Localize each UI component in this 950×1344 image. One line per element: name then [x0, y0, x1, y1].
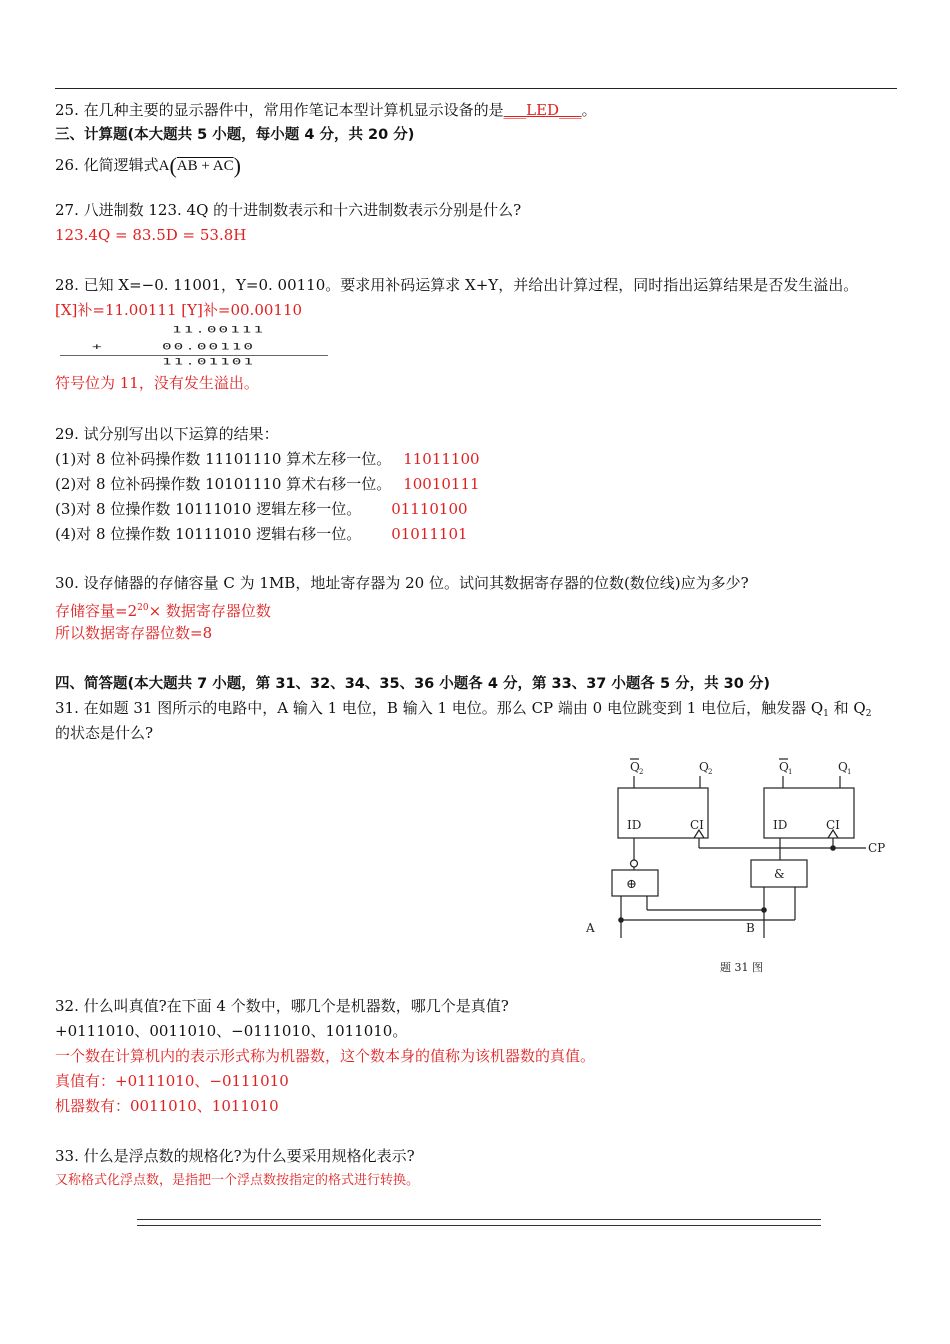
- inverter-bubble: [631, 860, 638, 867]
- q27: 27. 八进制数 123. 4Q 的十进制数表示和十六进制数表示分别是什么?: [55, 201, 522, 219]
- q33: 33. 什么是浮点数的规格化?为什么要采用规格化表示?: [55, 1147, 415, 1165]
- q32-answer-1: 一个数在计算机内的表示形式称为机器数，这个数本身的值称为该机器数的真值。: [55, 1047, 596, 1065]
- label-q1: Q: [838, 760, 848, 774]
- q32-answer-2: 真值有：+0111010、−0111010: [55, 1072, 289, 1090]
- q28: 28. 已知 X=−0. 11001，Y=0. 00110。要求用补码运算求 X+Y，并给出计算过程，同时指出运算结果是否发生溢出。: [55, 276, 859, 294]
- label-q2: Q: [699, 760, 709, 774]
- q25: 25. 在几种主要的显示器件中，常用作笔记本型计算机显示设备的是___LED___。: [55, 101, 597, 119]
- q29-item-3: (3)对 8 位操作数 10111010 逻辑左移一位。 01110100: [55, 500, 468, 518]
- footer-double-rule: [137, 1219, 821, 1226]
- label-q2-bar-sub: 2: [639, 768, 644, 776]
- q27-answer: 123.4Q = 83.5D = 53.8H: [55, 226, 247, 244]
- figure-caption: 题 31 图: [720, 961, 763, 974]
- circuit-figure-31: [580, 752, 900, 982]
- label-q1-sub: 1: [847, 768, 852, 776]
- q28-answer-overflow: 符号位为 11，没有发生溢出。: [55, 374, 259, 392]
- a-junction: [619, 918, 623, 922]
- q28-answer-complements: [X]补=11.00111 [Y]补=00.00110: [55, 301, 303, 319]
- label-b: B: [746, 921, 755, 935]
- label-q2-sub: 2: [708, 768, 713, 776]
- q32-answer-3: 机器数有：0011010、1011010: [55, 1097, 279, 1115]
- addition-row-2: 00.00110: [162, 341, 256, 352]
- q30-answer-1: 存储容量$=2^{20}\times$ 数据寄存器位数: [55, 602, 271, 620]
- q29-item-4: (4)对 8 位操作数 10111010 逻辑右移一位。 01011101: [55, 525, 468, 543]
- addition-row-3: 11.01101: [162, 356, 256, 367]
- ff2-id-label: ID: [627, 818, 642, 832]
- q26: 26. 化简逻辑式A(AB + AC): [55, 153, 241, 178]
- q32: 32. 什么叫真值?在下面 4 个数中，哪几个是机器数，哪几个是真值?: [55, 997, 509, 1015]
- q30: 30. 设存储器的存储容量 C 为 1MB，地址寄存器为 20 位。试问其数据寄存器的位数(数位线)应为多少?: [55, 574, 749, 592]
- q29-item-1: (1)对 8 位补码操作数 11101110 算术左移一位。 11011100: [55, 450, 480, 468]
- section4-heading: 四、简答题(本大题共 7 小题，第 31、32、34、35、36 小题各 4 分，第 33、37 小题各 5 分，共 30 分): [55, 676, 771, 692]
- label-q1-bar: Q: [779, 760, 789, 774]
- q33-answer-1: 又称格式化浮点数，是指把一个浮点数按指定的格式进行转换。: [55, 1173, 420, 1188]
- ff1-ci-label: CI: [826, 818, 840, 832]
- addition-plus: +: [92, 341, 104, 352]
- binary-addition: [60, 322, 328, 370]
- q25-answer: ___LED___: [503, 101, 582, 119]
- section3-heading: 三、计算题(本大题共 5 小题，每小题 4 分，共 20 分): [55, 127, 415, 143]
- xor-symbol: ⊕: [626, 877, 637, 892]
- label-a: A: [586, 921, 595, 935]
- header-rule: [55, 88, 897, 89]
- and-symbol: &: [774, 867, 785, 881]
- label-q1-bar-sub: 1: [788, 768, 793, 776]
- ff2-ci-label: CI: [690, 818, 704, 832]
- q29: 29. 试分别写出以下运算的结果：: [55, 425, 279, 443]
- ff1-id-label: ID: [773, 818, 788, 832]
- q29-item-2: (2)对 8 位补码操作数 10101110 算术右移一位。 10010111: [55, 475, 480, 493]
- q31-line-1: 31. 在如题 31 图所示的电路中，A 输入 1 电位，B 输入 1 电位。那么 CP 端由 0 电位跳变到 1 电位后，触发器 $Q_1$ 和 $Q_2$: [55, 699, 872, 719]
- q32-numbers: +0111010、0011010、−0111010、1011010。: [55, 1022, 408, 1040]
- addition-row-1: 11.00111: [172, 324, 266, 335]
- q30-answer-2: 所以数据寄存器位数=8: [55, 624, 213, 642]
- q31-line-2: 的状态是什么?: [55, 724, 154, 742]
- label-cp: CP: [868, 841, 886, 855]
- label-q2-bar: Q: [630, 760, 640, 774]
- cp-junction: [831, 846, 835, 850]
- b-junction: [762, 908, 766, 912]
- q26-formula: A(AB + AC): [158, 153, 241, 178]
